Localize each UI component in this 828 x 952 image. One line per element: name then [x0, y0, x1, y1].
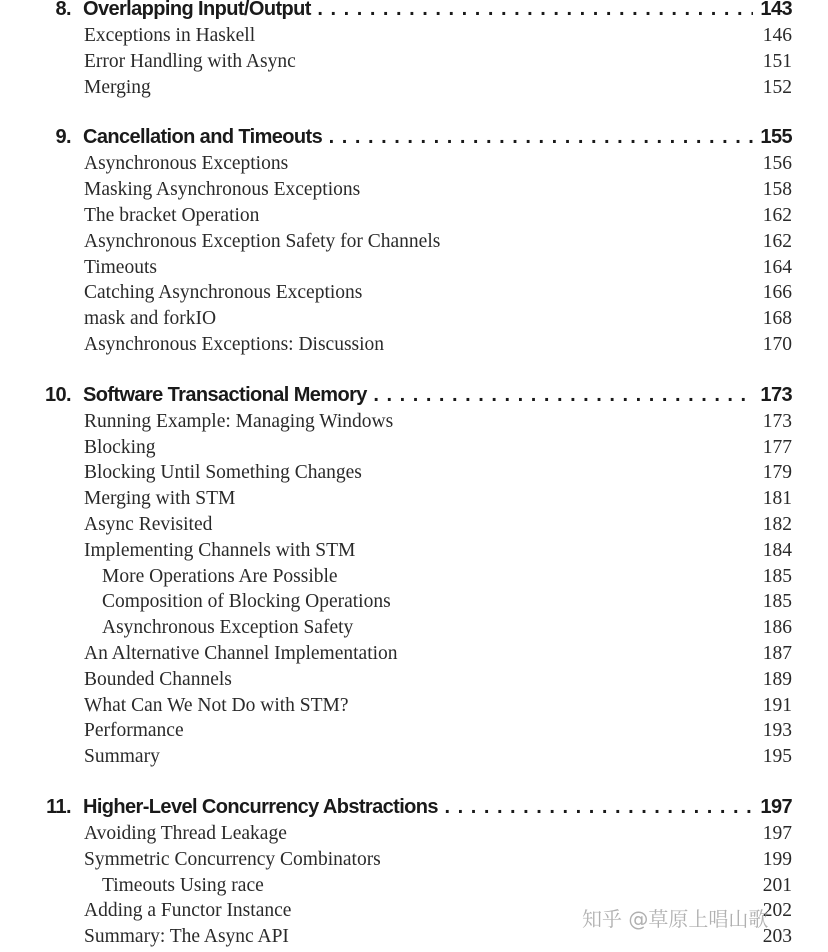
entry-page-number: 151: [762, 50, 792, 72]
toc-entry[interactable]: [0, 461, 828, 487]
toc-subentry[interactable]: [0, 590, 828, 616]
toc-entry[interactable]: [0, 436, 828, 462]
chapter-heading[interactable]: [0, 384, 828, 410]
toc-entry[interactable]: [0, 668, 828, 694]
chapter-title: Higher-Level Concurrency Abstractions . . .: [83, 796, 753, 819]
chapter-page-number: 155: [760, 126, 792, 149]
entry-page-number: 158: [762, 179, 792, 201]
entry-title: Asynchronous Exception Safety for Channels: [84, 230, 441, 252]
section-gap: [0, 771, 828, 796]
chapter-heading[interactable]: [0, 0, 828, 24]
chapter-heading[interactable]: [0, 126, 828, 152]
toc-entry[interactable]: [0, 719, 828, 745]
entry-title: Blocking Until Something Changes: [84, 462, 362, 484]
chapter-page-number: 143: [760, 0, 792, 20]
entry-title: Composition of Blocking Operations: [102, 591, 391, 613]
toc-entry[interactable]: [0, 694, 828, 720]
entry-page-number: 182: [762, 513, 792, 535]
entry-page-number: 152: [762, 76, 792, 98]
entry-page-number: 202: [762, 900, 792, 922]
entry-page-number: 203: [762, 926, 792, 948]
entry-page-number: 173: [762, 410, 792, 432]
entry-title: The bracket Operation: [84, 204, 260, 226]
toc-entry[interactable]: [0, 204, 828, 230]
watermark: 知乎 @草原上唱山歌: [582, 907, 769, 931]
entry-page-number: 146: [762, 25, 792, 46]
entry-title: mask and forkIO: [84, 308, 217, 330]
entry-page-number: 187: [762, 642, 792, 664]
entry-title: Masking Asynchronous Exceptions: [84, 179, 361, 201]
entry-title: Avoiding Thread Leakage: [84, 822, 287, 844]
entry-page-number: 184: [762, 539, 792, 561]
toc-entry[interactable]: [0, 745, 828, 771]
toc-entry[interactable]: [0, 152, 828, 178]
entry-title: An Alternative Channel Implementation: [84, 642, 398, 664]
entry-title: Adding a Functor Instance: [84, 900, 292, 922]
entry-page-number: 162: [762, 204, 792, 226]
entry-title: Catching Asynchronous Exceptions: [84, 282, 363, 304]
entry-page-number: 177: [762, 436, 792, 458]
toc-entry[interactable]: [0, 256, 828, 282]
entry-title: Symmetric Concurrency Combinators: [84, 848, 381, 870]
section-gap: [0, 101, 828, 126]
entry-page-number: 193: [762, 720, 792, 742]
toc-entry[interactable]: [0, 76, 828, 102]
entry-page-number: 199: [762, 848, 792, 870]
toc-entry[interactable]: [0, 539, 828, 565]
entry-page-number: 164: [762, 256, 792, 278]
entry-page-number: 162: [762, 230, 792, 252]
section-gap: [0, 359, 828, 384]
entry-page-number: 197: [762, 822, 792, 844]
toc-entry[interactable]: [0, 513, 828, 539]
chapter-title: Overlapping Input/Output . . .: [83, 0, 753, 21]
entry-title: Timeouts Using race: [102, 874, 264, 896]
entry-page-number: 186: [762, 617, 792, 639]
entry-page-number: 195: [762, 746, 792, 768]
toc-entry[interactable]: [0, 307, 828, 333]
entry-title: Error Handling with Async: [84, 50, 296, 72]
toc-entry[interactable]: [0, 24, 828, 50]
chapter-page-number: 197: [760, 795, 792, 818]
chapter-number: 8.: [55, 0, 71, 20]
entry-title: Asynchronous Exception Safety: [102, 617, 354, 639]
toc-entry[interactable]: [0, 281, 828, 307]
toc-entry[interactable]: [0, 178, 828, 204]
toc-subentry[interactable]: [0, 616, 828, 642]
entry-page-number: 166: [762, 282, 792, 304]
entry-page-number: 201: [762, 874, 792, 896]
entry-page-number: 181: [762, 488, 792, 510]
entry-page-number: 170: [762, 333, 792, 355]
toc-entry[interactable]: [0, 822, 828, 848]
toc-entry[interactable]: [0, 642, 828, 668]
entry-title: Summary: The Async API: [84, 926, 289, 948]
toc-entry[interactable]: [0, 333, 828, 359]
entry-page-number: 179: [762, 462, 792, 484]
entry-title: Async Revisited: [84, 513, 213, 535]
entry-page-number: 189: [762, 668, 792, 690]
toc-entry[interactable]: [0, 410, 828, 436]
entry-title: Implementing Channels with STM: [84, 539, 356, 561]
entry-title: Merging with STM: [84, 488, 236, 510]
chapter-heading[interactable]: [0, 796, 828, 822]
entry-title: More Operations Are Possible: [102, 565, 338, 587]
entry-title: Running Example: Managing Windows: [84, 410, 394, 432]
chapter-number: 9.: [55, 126, 71, 149]
entry-page-number: 168: [762, 308, 792, 330]
chapter-title: Cancellation and Timeouts . . .: [83, 126, 753, 149]
toc-entry[interactable]: [0, 230, 828, 256]
entry-page-number: 185: [762, 591, 792, 613]
entry-title: Asynchronous Exceptions: [84, 153, 289, 175]
entry-page-number: 185: [762, 565, 792, 587]
chapter-number: 11.: [46, 795, 71, 818]
toc-subentry[interactable]: [0, 565, 828, 591]
entry-title: What Can We Not Do with STM?: [84, 694, 349, 716]
entry-page-number: 156: [762, 153, 792, 175]
chapter-page-number: 173: [760, 383, 792, 406]
chapter-title: Software Transactional Memory . . .: [83, 384, 753, 407]
entry-title: Performance: [84, 720, 184, 742]
entry-title: Bounded Channels: [84, 668, 232, 690]
toc-entry[interactable]: [0, 848, 828, 874]
entry-title: Exceptions in Haskell: [84, 25, 256, 46]
entry-title: Asynchronous Exceptions: Discussion: [84, 333, 385, 355]
entry-title: Timeouts: [84, 256, 157, 278]
toc-entry[interactable]: [0, 50, 828, 76]
entry-title: Blocking: [84, 436, 156, 458]
chapter-number: 10.: [44, 383, 71, 406]
entry-title: Summary: [84, 746, 160, 768]
entry-title: Merging: [84, 76, 151, 98]
toc-subentry[interactable]: [0, 874, 828, 900]
toc-entry[interactable]: [0, 487, 828, 513]
entry-page-number: 191: [762, 694, 792, 716]
